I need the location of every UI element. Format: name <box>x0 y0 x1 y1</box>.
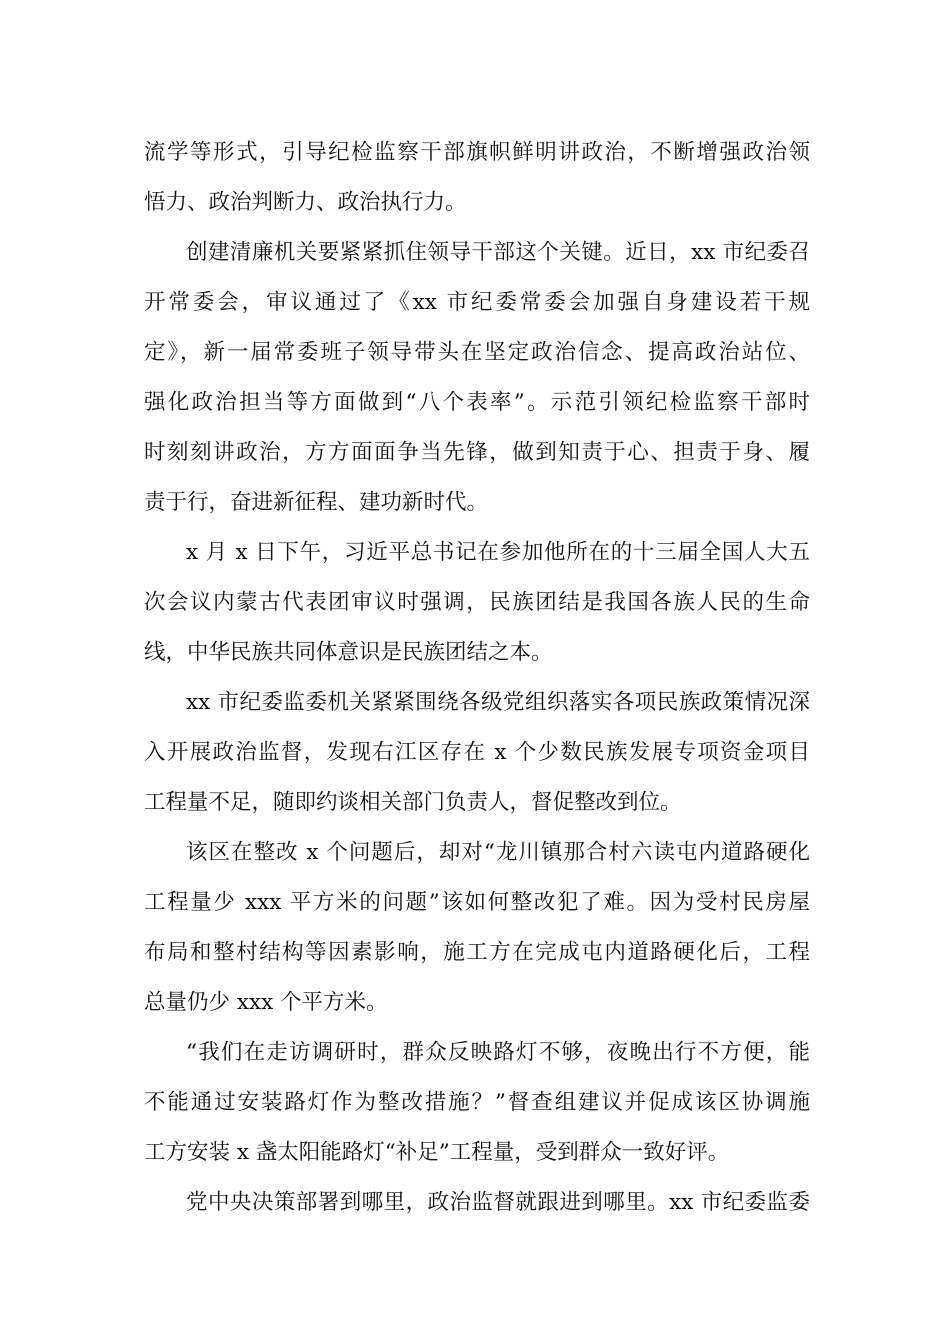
text-line: 总量仍少 xxx 个平方米。 <box>144 990 388 1015</box>
text-line: 创建清廉机关要紧紧抓住领导干部这个关键。近日，xx 市纪委召 <box>186 240 810 265</box>
text-line: xx 市纪委监委机关紧紧围绕各级党组织落实各项民族政策情况深 <box>186 690 810 715</box>
text-line: 不能通过安装路灯作为整改措施？”督查组建议并促成该区协调施 <box>144 1090 810 1115</box>
text-line: 工程量少 xxx 平方米的问题”该如何整改犯了难。因为受村民房屋 <box>144 890 810 915</box>
text-line: 开常委会，审议通过了《xx 市纪委常委会加强自身建设若干规 <box>144 290 810 315</box>
text-line: 工程量不足，随即约谈相关部门负责人，督促整改到位。 <box>144 790 682 815</box>
text-line: 布局和整村结构等因素影响，施工方在完成屯内道路硬化后，工程 <box>144 940 810 965</box>
text-line: 悟力、政治判断力、政治执行力。 <box>144 190 467 215</box>
text-line: “我们在走访调研时，群众反映路灯不够，夜晚出行不方便，能 <box>186 1040 810 1065</box>
text-line: 次会议内蒙古代表团审议时强调，民族团结是我国各族人民的生命 <box>144 590 810 615</box>
text-line: 入开展政治监督，发现右江区存在 x 个少数民族发展专项资金项目 <box>144 740 810 765</box>
text-line: x 月 x 日下午，习近平总书记在参加他所在的十三届全国人大五 <box>186 540 810 565</box>
text-line: 定》，新一届常委班子领导带头在坚定政治信念、提高政治站位、 <box>144 340 810 365</box>
text-line: 线，中华民族共同体意识是民族团结之本。 <box>144 640 553 665</box>
text-line: 强化政治担当等方面做到“八个表率”。示范引领纪检监察干部时 <box>144 390 810 415</box>
text-line: 工方安装 x 盏太阳能路灯“补足”工程量，受到群众一致好评。 <box>144 1140 730 1165</box>
text-line: 时刻刻讲政治，方方面面争当先锋，做到知责于心、担责于身、履 <box>144 440 810 465</box>
text-line: 党中央决策部署到哪里，政治监督就跟进到哪里。xx 市纪委监委 <box>186 1190 810 1215</box>
text-line: 流学等形式，引导纪检监察干部旗帜鲜明讲政治，不断增强政治领 <box>144 140 810 165</box>
text-line: 责于行，奋进新征程、建功新时代。 <box>144 490 489 515</box>
text-line: 该区在整改 x 个问题后，却对“龙川镇那合村六读屯内道路硬化 <box>186 840 810 865</box>
